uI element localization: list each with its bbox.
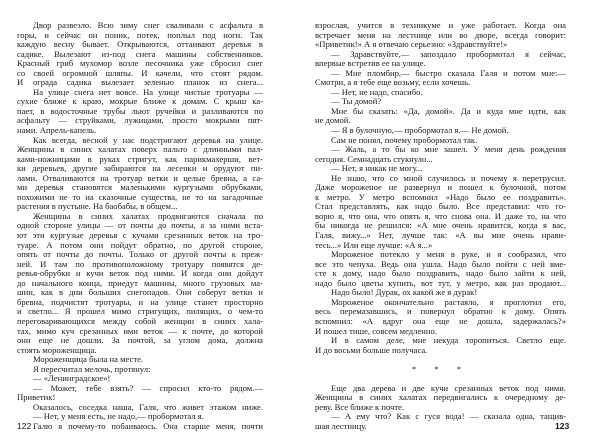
text-line: — Нет, не надо, спасибо. [331,87,423,97]
text-line: шая лестницу. [315,421,367,431]
text-line: встречает меня на лестнице или во дворе, всегда говорит: [315,30,566,40]
text-line: пает, в водосточные трубы льют ручейки и разливаются по [17,106,263,116]
text-line: ми деревья становятся маленькими кургузыми обрубками, [17,183,263,193]
text-line: Женщины в синих халатах поверх пальто с длинными пал- [17,145,263,155]
text-line: опять от почты до почты. Только от другой почты к преж- [17,250,263,260]
text-line: взрослая, учится в техникуме и уже работает. Когда она [315,21,566,30]
text-line: Я пересчитал мелочь, протянул: [33,364,151,374]
text-line: сухие ближе к краю, мокрые ближе к домам. С крыш ка- [17,97,263,107]
text-line: Мне бы сказать: «Да, домой». Да и куда мне идти, как [331,106,566,116]
text-line: — Я в булочную,— пробормотал я.— Не домой. [331,126,509,136]
text-line: Стал представлять, как надо было. Все представил: что го- [315,202,566,212]
text-line: и светло... Я прошел мимо стригущих, пилящих, о чем-то [17,307,263,317]
text-line: На улице снега нет вовсе. На улице чистые тротуары — [33,87,263,97]
text-line: Еще два дерева и две кучи срезанных веток под ними. [331,383,566,393]
text-line: садике. Вылезают из-под снега машины собственников. [17,49,263,59]
text-line: надо было цветы купить, вот тут, у метро, как раз продают... [315,278,566,288]
text-line: Не знаю, что со мной случилось и почему я перетрусил. [331,173,566,183]
text-line: Мороженщица была на месте. [33,355,144,365]
text-line: горы, и сейчас он поник, потек, поплыл под ноги. Так [17,30,263,40]
text-line: ворю я, что она, что опять я, что снова она. И даже то, на что [315,211,566,221]
text-line: И пошел тише, совсем медленно. [315,326,437,336]
text-line: стоять мороженщица. [17,345,97,355]
text-line: бы никогда не решился: «А мне очень нравится, когда я вас, [315,221,566,231]
text-line: И ограда садика вылезает зеленью планок из снега... [17,78,263,88]
section-gap [315,355,566,365]
section-break: * * * [411,364,470,374]
text-line: Даже мороженое не развернул и пошел к булочной, потом [315,183,566,193]
text-line: — Нет, я никак не могу... [331,164,423,174]
text-line: Мороженое окончательно растаяло, я проглотил его, [331,297,566,307]
text-line: Сам не понял, почему пробормотал так. [331,135,478,145]
text-line: Приветик! [17,393,56,403]
text-line: сте к дому, надо было поздравить, надо было зайти к ней, [315,269,566,279]
text-line: до начального конца, приедут машины, много грузовых ма- [17,278,263,288]
text-line: — Жаль, а то бы ко мне зашел. У меня день рождения [331,145,566,155]
text-line: не домой. [315,116,351,126]
text-line: — Здравствуйте,— запоздало пробормотал я сейчас, [331,49,566,59]
text-line: — Ты домой? [331,97,382,107]
text-line: вспомнил: «А вдруг она еще не дошла, задержалась?» [315,316,566,326]
text-line: каждую весну бывает. Открываются, оттаивают деревья в [17,40,263,50]
left-page-text [17,21,263,432]
text-line: сегодня. Семнадцать стукнуло... [315,154,433,164]
text-line: к метро. У метро вспомнил «Надо было ее поздравить». [315,192,566,202]
text-line: похожими не то на сказочные существа, не то на загадочные [17,192,263,202]
text-line: растения в пустыне. На баобабы, в общем... [17,202,178,212]
text-line: ками-ножницами в руках стригут, как парикмахерши, вет- [17,154,263,164]
page-number-right: 123 [555,421,570,431]
text-line: ревья-обрубки и кучи веток под ними. И когда они дойдут [17,269,263,279]
text-line: — Нет, у меня есть, не надо,— пробормотал я. [33,412,204,422]
text-line: тесь...» Или еще лучше: «А я...» [315,240,433,250]
text-line: Красный гриб мухомор возле песочника уже сбросил снег [17,59,263,69]
text-line: все это чепуха. Ведь она ушла. Надо было пойти с ней вме- [315,259,566,269]
text-line: Оказалось, соседка наша, Галя, что живет этажом ниже. [33,402,263,412]
text-line: тах, мимо куч срезанных ими веток — к почте, до которой [17,326,263,336]
text-line: впервые встретив ее на улице. [315,59,426,69]
text-line: Мороженое потекло у меня в руке, и я сообразил, что [331,250,566,260]
text-line: реву. Все ближе к почте. [315,402,405,412]
text-line: Женщины в синих халатах передвигались к очередному де- [315,393,566,403]
text-line: шин, как в дни больших снегопадов. Они соберут ветки и [17,288,263,298]
text-line: Женщины в синих халатах продвигаются сначала по [33,211,263,221]
text-line: — Мне пломбир,— быстро сказала Галя и потом мне:— [331,68,566,78]
text-line: Надо было! Дурак, ох какой же я дурак! [331,288,478,298]
text-line: ют эти кургузые деревья с кучами срезанных веток на тро- [17,231,263,241]
text-line: — Может, тебе взять? — спросил кто-то рядом.— [33,383,263,393]
text-line: туаре. А потом они пойдут обратно, по другой стороне, [17,240,263,250]
text-line: нами. Апрель-капель. [17,126,97,136]
right-page-text [315,21,566,432]
text-line: лами. Отваливаются на тротуар ветки и целые бревна, а са- [17,173,263,183]
text-line: Галю я почему-то побаиваюсь. Она старше меня, почти [33,421,263,431]
text-line: — А ему что? Как с гуся вода! — сказала одна, тащив- [331,412,566,422]
section-gap [315,374,566,384]
text-line: ки деревьев, другие забираются на лесенки и орудуют пи- [17,164,263,174]
text-line: Как всегда, весной у нас подстригают деревья на улице. [33,135,263,145]
text-line: весь перемазавшись, и повернул обратно к дому. Опять [315,307,566,317]
text-line: И в самом деле, мне некуда торопиться. Светло еще. [331,336,566,346]
text-line: асфальту — струйками, лужицами, просто мокрыми пят- [17,116,263,126]
text-line: И до восьми больше получаса. [315,345,428,355]
text-line: переговаривающихся между собой женщин в синих хала- [17,316,263,326]
text-line: «Приветик!» А я отвечаю серьезно: «Здравствуйте!» [315,40,508,50]
text-line: бревна, подчистят тротуары, и на улице станет просторно [17,297,263,307]
text-line: — «Ленинградское»! [33,374,111,384]
text-line: они еще не дошли. За почтой, за углом дома, должна [17,336,263,346]
text-line: Галя, вижу...» Нет, лучше так: «А вы мне очень нрави- [315,231,566,241]
text-line: одной стороне улицы — от почты до почты, а за ними вста- [17,221,263,231]
text-line: со своей огромной шляпы. И качели, что стоят рядом. [17,68,263,78]
page-number-left: 122 [17,421,32,431]
text-line: ней. И там по противоположному тротуару появятся де- [17,259,263,269]
text-line: Двор развезло. Всю зиму снег сваливали с асфальта в [33,21,263,30]
text-line: Смотри, а я тебе еще возьму, если хочешь. [315,78,471,88]
